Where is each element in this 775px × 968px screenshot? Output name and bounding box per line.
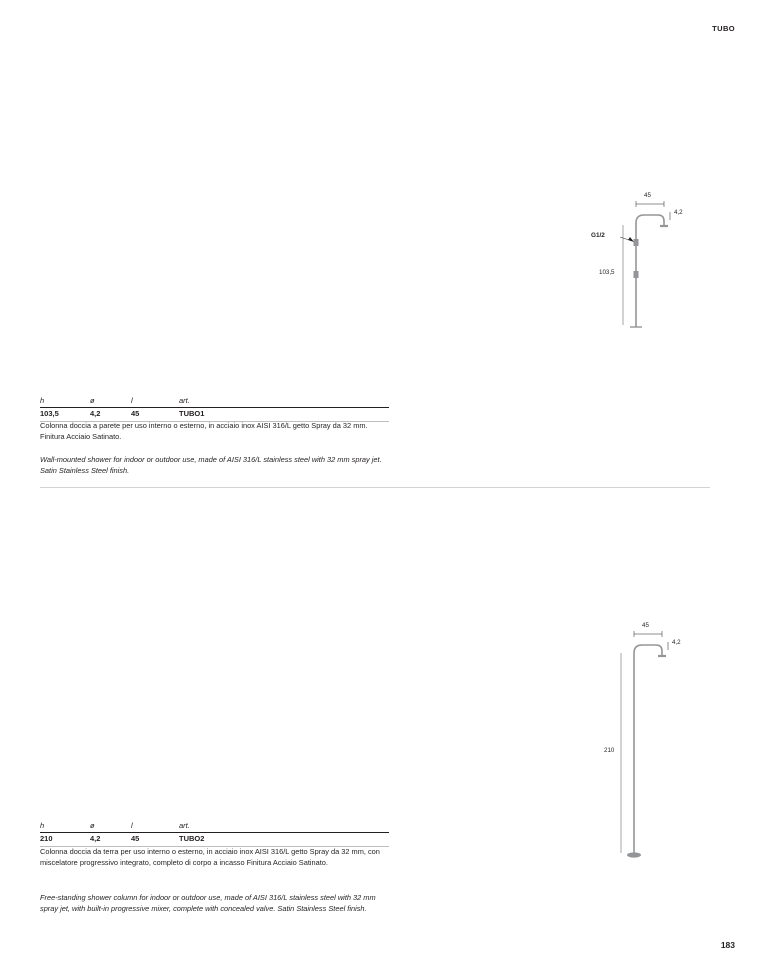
tubo1-dim-height: 103,5 [599,269,615,276]
cell-h: 210 [40,834,53,844]
cell-l: 45 [131,409,140,419]
col-header-art: art. [179,821,190,830]
description-italian-tubo2: Colonna doccia da terra per uso interno o esterno, in acciaio inox AISI 316/L getto Spray da 32 mm, con miscelatore progressivo integrato, completo di corpo a incasso Finitura Acciaio Satinato. [40,847,380,867]
col-header-h: h [40,396,45,405]
description-english-tubo1: Wall-mounted shower for indoor or outdoor use, made of AISI 316/L stainless steel with 32 mm spray jet. Satin Stainless Steel finish. [40,455,382,475]
col-header-h: h [40,821,45,830]
tubo1-dim-diameter: 4,2 [674,209,683,216]
tubo2-dim-diameter: 4,2 [672,639,681,646]
tubo2-dim-height: 210 [604,747,615,754]
cell-diameter: 4,2 [90,409,101,419]
product-drawing-tubo1 [590,192,720,340]
cell-l: 45 [131,834,140,844]
tubo1-dim-top: 45 [644,192,651,199]
spec-table-tubo1 [40,396,389,422]
page-header-title: TUBO [712,24,735,33]
description-english-tubo2: Free-standing shower column for indoor or outdoor use, made of AISI 316/L stainless steel with 32 mm spray jet, with built-in progressive mixer, complete with concealed valve. Satin Stainless Steel finish. [40,893,376,913]
section-divider [40,487,710,488]
cell-diameter: 4,2 [90,834,101,844]
product-drawing-tubo2 [590,622,720,870]
cell-h: 103,5 [40,409,59,419]
col-header-l: l [131,821,133,830]
cell-art-code: TUBO2 [179,834,205,844]
tubo2-dim-top: 45 [642,622,649,629]
spec-table-tubo2 [40,821,389,847]
spec-table-header [40,821,389,833]
cell-art-code: TUBO1 [179,409,205,419]
description-italian-tubo1: Colonna doccia a parete per uso interno o esterno, in acciaio inox AISI 316/L getto Spray da 32 mm. Finitura Acciaio Satinato. [40,421,368,441]
col-header-l: l [131,396,133,405]
col-header-art: art. [179,396,190,405]
table-row [40,833,389,847]
col-header-diameter: ø [90,821,95,830]
tubo1-dim-thread: G1/2 [591,232,605,239]
tubo1-technical-drawing-svg [590,195,720,340]
page-number: 183 [720,940,735,950]
col-header-diameter: ø [90,396,95,405]
spec-table-header [40,396,389,408]
